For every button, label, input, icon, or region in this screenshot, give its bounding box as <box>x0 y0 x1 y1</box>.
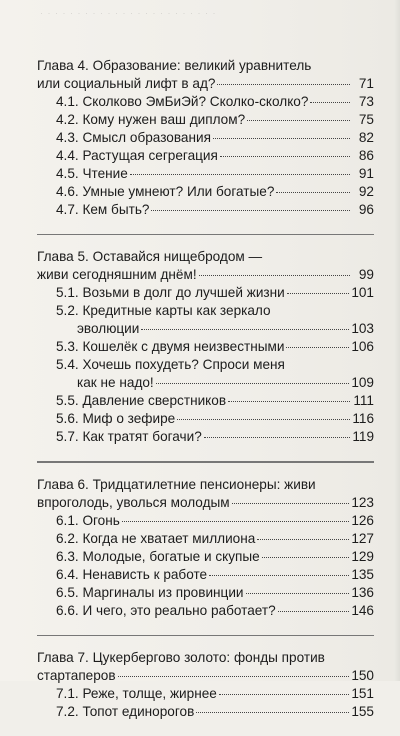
toc-section-entry <box>37 320 374 338</box>
section-page-number: 111 <box>353 393 374 409</box>
dot-leader <box>217 84 350 85</box>
section-title: 5.1. Возьми в долг до лучшей жизни <box>56 285 285 301</box>
dot-leader <box>177 419 350 420</box>
section-page-number: 127 <box>351 530 374 546</box>
section-title: 5.4. Хочешь похудеть? Спроси меня <box>56 357 285 373</box>
section-title: 6.2. Когда не хватает миллиона <box>56 530 256 546</box>
dot-leader <box>204 437 350 438</box>
section-page-number: 136 <box>351 584 374 600</box>
toc-section-entry <box>37 602 374 620</box>
dot-leader <box>151 210 350 211</box>
toc-section-entry <box>37 338 374 356</box>
toc-section-entry <box>37 129 374 147</box>
chapter-title: Образование: великий уравнитель <box>92 58 312 73</box>
dot-leader <box>257 539 349 540</box>
page-edge-shadow <box>394 0 400 681</box>
toc-section-entry <box>37 392 374 410</box>
chapter-page-number: 99 <box>358 267 374 283</box>
section-page-number: 151 <box>351 686 374 702</box>
dot-leader <box>286 347 349 348</box>
toc-section-entry <box>37 584 374 602</box>
chapter-page-number: 150 <box>351 668 374 684</box>
chapter-title-row <box>37 667 374 685</box>
section-title: 4.1. Сколково ЭмБиЭй? Сколко-сколко? <box>56 94 309 109</box>
toc-section-entry <box>37 685 374 703</box>
section-page-number: 146 <box>351 602 374 618</box>
dot-leader <box>130 174 350 175</box>
chapter-label: Глава 5. <box>37 249 89 265</box>
chapter-title-continued: стартаперов <box>37 668 116 684</box>
section-page-number: 106 <box>351 339 374 355</box>
chapter-title-continued: или социальный лифт в ад? <box>37 76 216 91</box>
section-title-continued: эволюции <box>77 321 140 337</box>
dot-leader <box>141 329 349 330</box>
section-title: 7.1. Реже, толще, жирнее <box>56 686 217 702</box>
section-page-number: 129 <box>351 548 374 564</box>
section-title: 7.2. Топот единорогов <box>56 704 195 720</box>
dot-leader <box>228 401 350 402</box>
toc-section-entry <box>37 410 374 428</box>
section-title: 4.3. Смысл образования <box>56 130 211 145</box>
section-page-number: 96 <box>358 202 374 217</box>
section-title: 4.4. Растущая сегрегация <box>56 148 218 163</box>
section-title: 4.2. Кому нужен ваш диплом? <box>56 112 246 127</box>
toc-section-entry <box>37 93 374 111</box>
dot-leader <box>310 102 350 103</box>
dot-leader <box>276 192 350 193</box>
section-page-number: 135 <box>351 566 374 582</box>
toc-section-entry <box>37 111 374 129</box>
dot-leader <box>287 293 350 294</box>
chapter-title-row <box>37 75 374 93</box>
dot-leader <box>209 575 349 576</box>
toc-chapter <box>37 57 374 219</box>
toc-section-entry <box>37 428 374 446</box>
dot-leader <box>262 557 350 558</box>
toc-chapter <box>37 649 374 721</box>
toc-section-entry <box>37 548 374 566</box>
section-title: 5.3. Кошелёк с двумя неизвестными <box>56 339 285 355</box>
chapter-title-continued: живи сегодняшним днём! <box>37 267 197 283</box>
toc-section-entry <box>37 374 374 392</box>
section-title: 5.6. Миф о зефире <box>56 411 176 427</box>
toc-section-entry <box>37 566 374 584</box>
section-page-number: 92 <box>358 184 374 199</box>
section-page-number: 91 <box>358 166 374 181</box>
section-title: 6.6. И чего, это реально работает? <box>56 602 276 618</box>
section-page-number: 75 <box>358 112 374 127</box>
section-title: 5.5. Давление сверстников <box>56 393 227 409</box>
toc-section-entry <box>37 201 374 219</box>
section-page-number: 116 <box>352 411 374 427</box>
chapter-page-number: 71 <box>358 76 374 91</box>
section-title: 4.5. Чтение <box>56 166 128 181</box>
section-title: 4.6. Умные умнеют? Или богатые? <box>56 184 275 199</box>
section-page-number: 109 <box>351 375 374 391</box>
section-page-number: 155 <box>351 704 374 720</box>
section-title: 5.7. Как тратят богачи? <box>56 429 202 445</box>
section-title-continued: как не надо! <box>77 375 154 391</box>
dot-leader <box>196 712 349 713</box>
toc-section-entry <box>37 512 374 530</box>
bleed-through-text: · · · · · · · · · · · · · · · · · · · · · · · · <box>40 8 217 18</box>
dot-leader <box>199 275 350 276</box>
section-page-number: 119 <box>352 429 374 445</box>
section-page-number: 86 <box>358 148 374 163</box>
section-title: 6.5. Маргиналы из провинции <box>56 584 244 600</box>
section-title: 6.1. Огонь <box>56 512 120 528</box>
dot-leader <box>278 611 350 612</box>
dot-leader <box>219 694 349 695</box>
chapter-title: Цукербергово золото: фонды против <box>92 650 325 666</box>
dot-leader <box>122 521 349 522</box>
section-page-number: 82 <box>358 130 374 145</box>
section-page-number: 101 <box>351 285 374 301</box>
table-of-contents <box>37 57 374 736</box>
section-page-number: 103 <box>351 321 374 337</box>
dot-leader <box>213 138 350 139</box>
section-page-number: 126 <box>351 512 374 528</box>
chapter-label: Глава 6. <box>37 476 89 492</box>
toc-section-entry <box>37 147 374 165</box>
chapter-title: Тридцатилетние пенсионеры: живи <box>92 476 316 492</box>
section-title: 6.4. Ненависть к работе <box>56 566 208 582</box>
chapter-title-line <box>37 57 374 75</box>
chapter-title-line <box>37 476 374 494</box>
chapter-title-continued: впроголодь, уволься молодым <box>37 494 230 510</box>
section-page-number: 73 <box>358 94 374 109</box>
toc-section-entry <box>37 703 374 721</box>
dot-leader <box>156 383 350 384</box>
chapter-title-row <box>37 266 374 284</box>
chapter-label: Глава 7. <box>37 650 89 666</box>
chapter-title-line <box>37 248 374 266</box>
chapter-page-number: 123 <box>351 494 374 510</box>
toc-section-entry <box>37 284 374 302</box>
dot-leader <box>232 503 350 504</box>
dot-leader <box>220 156 350 157</box>
chapter-title-line <box>37 649 374 667</box>
section-title: 5.2. Кредитные карты как зеркало <box>56 303 271 319</box>
toc-chapter <box>37 248 374 446</box>
toc-chapter <box>37 476 374 620</box>
dot-leader <box>246 593 350 594</box>
toc-section-entry <box>37 183 374 201</box>
chapter-divider <box>37 234 374 235</box>
section-title: 4.7. Кем быть? <box>56 202 150 217</box>
chapter-title-row <box>37 494 374 512</box>
section-title: 6.3. Молодые, богатые и скупые <box>56 548 260 564</box>
toc-section-entry <box>37 165 374 183</box>
chapter-divider <box>37 635 374 636</box>
chapter-divider <box>37 461 374 462</box>
chapter-label: Глава 4. <box>37 58 89 73</box>
toc-section-entry <box>37 530 374 548</box>
chapter-title: Оставайся нищебродом — <box>92 249 263 265</box>
dot-leader <box>118 676 350 677</box>
dot-leader <box>247 120 350 121</box>
